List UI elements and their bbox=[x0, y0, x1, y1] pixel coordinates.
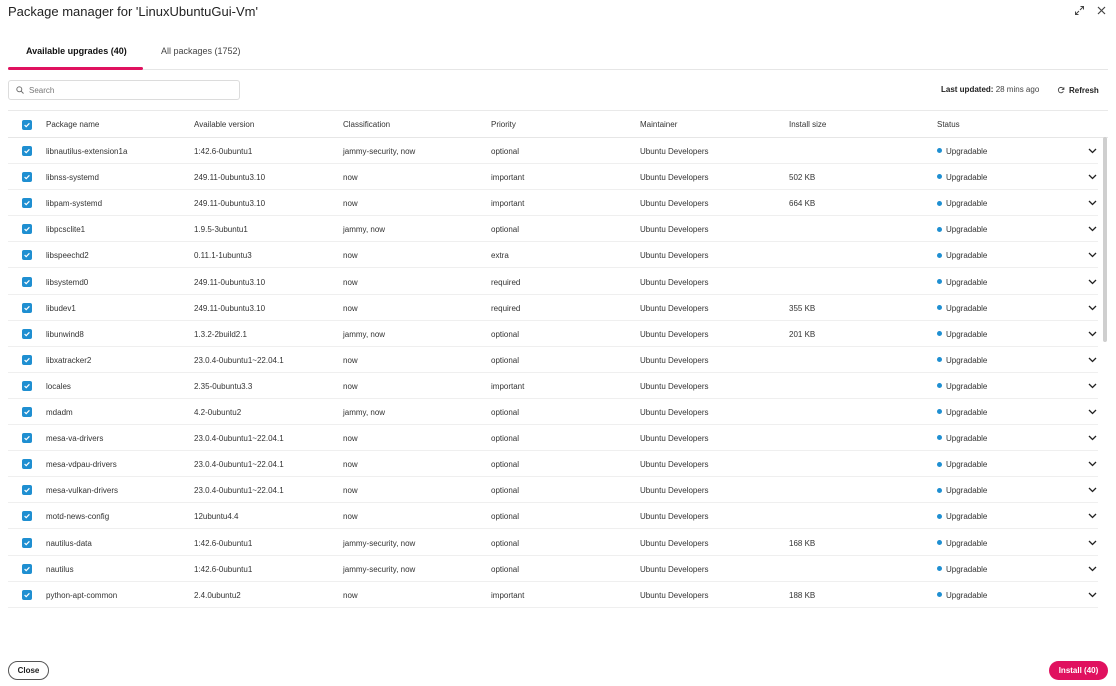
status-dot-icon bbox=[937, 253, 942, 258]
table-row[interactable] bbox=[8, 164, 1098, 190]
cell-package-name: libpcsclite1 bbox=[46, 225, 86, 235]
cell-status bbox=[937, 278, 987, 287]
cell-available-version: 2.35-0ubuntu3.3 bbox=[194, 381, 253, 391]
install-button[interactable]: Install (40) bbox=[1049, 661, 1108, 680]
row-checkbox[interactable] bbox=[22, 329, 32, 339]
cell-maintainer: Ubuntu Developers bbox=[640, 173, 709, 183]
table-row[interactable] bbox=[8, 321, 1098, 347]
status-dot-icon bbox=[937, 357, 942, 362]
last-updated-label: Last updated: bbox=[941, 85, 994, 94]
status-text: Upgradable bbox=[946, 564, 988, 574]
cell-maintainer: Ubuntu Developers bbox=[640, 251, 709, 261]
scrollbar-thumb[interactable] bbox=[1103, 137, 1107, 342]
cell-install-size: 188 KB bbox=[789, 590, 816, 600]
chevron-down-icon[interactable] bbox=[1086, 381, 1098, 391]
status-text: Upgradable bbox=[946, 199, 988, 209]
cell-status bbox=[937, 304, 987, 313]
cell-classification: now bbox=[343, 512, 358, 522]
cell-status bbox=[937, 512, 987, 521]
chevron-down-icon[interactable] bbox=[1086, 146, 1098, 156]
cell-maintainer: Ubuntu Developers bbox=[640, 408, 709, 417]
cell-classification: now bbox=[343, 251, 358, 261]
status-dot-icon bbox=[937, 540, 942, 545]
cell-priority: important bbox=[491, 590, 525, 600]
cell-classification: now bbox=[343, 460, 358, 470]
dialog-title: Package manager for 'LinuxUbuntuGui-Vm' bbox=[8, 4, 258, 19]
status-text: Upgradable bbox=[946, 590, 988, 600]
cell-install-size: 355 KB bbox=[789, 303, 816, 313]
status-dot-icon bbox=[937, 566, 942, 571]
cell-maintainer: Ubuntu Developers bbox=[640, 590, 709, 600]
cell-available-version: 249.11-0ubuntu3.10 bbox=[194, 199, 266, 209]
status-dot-icon bbox=[937, 201, 942, 206]
status-text: Upgradable bbox=[946, 381, 988, 391]
cell-classification: now bbox=[343, 590, 358, 600]
cell-classification: now bbox=[343, 173, 358, 183]
table-row[interactable] bbox=[8, 425, 1098, 451]
status-dot-icon bbox=[937, 514, 942, 519]
cell-priority: optional bbox=[491, 225, 520, 235]
cell-install-size: 168 KB bbox=[789, 538, 816, 548]
table-row[interactable] bbox=[8, 530, 1098, 556]
table-row[interactable] bbox=[8, 503, 1098, 529]
table-row[interactable] bbox=[8, 399, 1098, 425]
cell-available-version: 23.0.4-0ubuntu1~22.04.1 bbox=[194, 355, 284, 365]
chevron-down-icon[interactable] bbox=[1086, 433, 1098, 443]
cell-maintainer: Ubuntu Developers bbox=[640, 538, 709, 548]
table-row[interactable] bbox=[8, 242, 1098, 268]
status-text: Upgradable bbox=[946, 355, 988, 365]
last-updated bbox=[941, 85, 1039, 94]
cell-status bbox=[937, 460, 987, 469]
table-row[interactable] bbox=[8, 216, 1098, 242]
table-row[interactable] bbox=[8, 295, 1098, 321]
row-checkbox[interactable] bbox=[22, 355, 32, 365]
chevron-down-icon[interactable] bbox=[1086, 459, 1098, 469]
table-row[interactable] bbox=[8, 138, 1098, 164]
status-dot-icon bbox=[937, 462, 942, 467]
row-checkbox[interactable] bbox=[22, 146, 32, 156]
chevron-down-icon[interactable] bbox=[1086, 277, 1098, 287]
cell-classification: jammy-security, now bbox=[343, 564, 416, 574]
cell-available-version: 23.0.4-0ubuntu1~22.04.1 bbox=[194, 460, 284, 470]
cell-maintainer: Ubuntu Developers bbox=[640, 460, 709, 470]
cell-classification: jammy, now bbox=[343, 225, 386, 235]
cell-classification: jammy, now bbox=[343, 329, 386, 339]
chevron-down-icon[interactable] bbox=[1086, 511, 1098, 521]
column-header-priority[interactable]: Priority bbox=[491, 120, 516, 129]
cell-package-name: mesa-vulkan-drivers bbox=[46, 486, 119, 496]
status-text: Upgradable bbox=[946, 251, 988, 261]
cell-status bbox=[937, 330, 987, 339]
status-text: Upgradable bbox=[946, 329, 988, 339]
cell-package-name: libpam-systemd bbox=[46, 199, 103, 209]
refresh-icon bbox=[1057, 86, 1065, 94]
row-checkbox[interactable] bbox=[22, 538, 32, 548]
row-checkbox[interactable] bbox=[22, 198, 32, 208]
cell-status bbox=[937, 147, 987, 156]
cell-status bbox=[937, 356, 987, 365]
chevron-down-icon[interactable] bbox=[1086, 538, 1098, 548]
cell-priority: important bbox=[491, 381, 525, 391]
cell-package-name: libunwind8 bbox=[46, 329, 84, 339]
status-dot-icon bbox=[937, 592, 942, 597]
search-box[interactable] bbox=[8, 80, 240, 100]
refresh-button[interactable] bbox=[1057, 82, 1099, 98]
cell-status bbox=[937, 591, 987, 600]
cell-package-name: libspeechd2 bbox=[46, 251, 89, 261]
cell-package-name: libxatracker2 bbox=[46, 355, 92, 365]
table-row[interactable] bbox=[8, 477, 1098, 503]
cell-available-version: 249.11-0ubuntu3.10 bbox=[194, 303, 266, 313]
cell-maintainer: Ubuntu Developers bbox=[640, 277, 709, 287]
search-icon bbox=[16, 86, 24, 94]
status-text: Upgradable bbox=[946, 408, 988, 417]
cell-package-name: libsystemd0 bbox=[46, 277, 89, 287]
close-button[interactable]: Close bbox=[8, 661, 49, 680]
cell-maintainer: Ubuntu Developers bbox=[640, 225, 709, 235]
cell-status bbox=[937, 382, 987, 391]
cell-priority: optional bbox=[491, 486, 520, 496]
status-text: Upgradable bbox=[946, 147, 988, 156]
chevron-down-icon[interactable] bbox=[1086, 590, 1098, 600]
cell-available-version: 23.0.4-0ubuntu1~22.04.1 bbox=[194, 434, 284, 444]
cell-available-version: 4.2-0ubuntu2 bbox=[194, 408, 242, 417]
cell-status bbox=[937, 565, 987, 574]
chevron-down-icon[interactable] bbox=[1086, 198, 1098, 208]
cell-available-version: 1:42.6-0ubuntu1 bbox=[194, 538, 253, 548]
cell-available-version: 2.4.0ubuntu2 bbox=[194, 590, 241, 600]
cell-priority: optional bbox=[491, 408, 520, 417]
status-dot-icon bbox=[937, 435, 942, 440]
column-header-available-version[interactable]: Available version bbox=[194, 120, 255, 129]
cell-maintainer: Ubuntu Developers bbox=[640, 355, 709, 365]
expand-icon[interactable] bbox=[1071, 2, 1087, 18]
cell-install-size: 502 KB bbox=[789, 173, 816, 183]
status-text: Upgradable bbox=[946, 225, 988, 235]
status-dot-icon bbox=[937, 331, 942, 336]
row-checkbox[interactable] bbox=[22, 224, 32, 234]
cell-classification: jammy, now bbox=[343, 408, 386, 417]
cell-available-version: 249.11-0ubuntu3.10 bbox=[194, 173, 266, 183]
status-text: Upgradable bbox=[946, 303, 988, 313]
table-row[interactable] bbox=[8, 373, 1098, 399]
status-text: Upgradable bbox=[946, 277, 988, 287]
cell-package-name: nautilus bbox=[46, 564, 74, 574]
cell-priority: optional bbox=[491, 538, 520, 548]
cell-maintainer: Ubuntu Developers bbox=[640, 199, 709, 209]
cell-classification: now bbox=[343, 303, 358, 313]
status-text: Upgradable bbox=[946, 460, 988, 470]
refresh-label: Refresh bbox=[1069, 85, 1099, 95]
cell-install-size: 201 KB bbox=[789, 329, 816, 339]
cell-status bbox=[937, 199, 987, 208]
cell-status bbox=[937, 173, 987, 182]
close-icon[interactable] bbox=[1093, 2, 1109, 18]
row-checkbox[interactable] bbox=[22, 564, 32, 574]
cell-package-name: motd-news-config bbox=[46, 512, 110, 522]
cell-priority: optional bbox=[491, 355, 520, 365]
select-all-checkbox[interactable] bbox=[22, 120, 32, 130]
chevron-down-icon[interactable] bbox=[1086, 172, 1098, 182]
table-row[interactable] bbox=[8, 269, 1098, 295]
cell-priority: important bbox=[491, 199, 525, 209]
cell-priority: optional bbox=[491, 460, 520, 470]
status-dot-icon bbox=[937, 148, 942, 153]
chevron-down-icon[interactable] bbox=[1086, 485, 1098, 495]
cell-classification: now bbox=[343, 486, 358, 496]
cell-priority: required bbox=[491, 277, 521, 287]
column-header-maintainer[interactable]: Maintainer bbox=[640, 120, 678, 129]
row-checkbox[interactable] bbox=[22, 381, 32, 391]
chevron-down-icon[interactable] bbox=[1086, 564, 1098, 574]
cell-classification: now bbox=[343, 199, 358, 209]
status-dot-icon bbox=[937, 383, 942, 388]
tab-bar bbox=[8, 38, 1108, 70]
tab-available-upgrades[interactable]: Available upgrades (40) bbox=[26, 46, 127, 56]
cell-install-size: 664 KB bbox=[789, 199, 816, 209]
cell-package-name: mesa-va-drivers bbox=[46, 434, 104, 444]
status-dot-icon bbox=[937, 488, 942, 493]
cell-package-name: nautilus-data bbox=[46, 538, 92, 548]
cell-status bbox=[937, 539, 987, 548]
table-scrollbar[interactable] bbox=[1103, 137, 1107, 608]
status-dot-icon bbox=[937, 227, 942, 232]
column-header-install-size[interactable]: Install size bbox=[789, 120, 827, 129]
cell-priority: optional bbox=[491, 512, 520, 522]
cell-priority: optional bbox=[491, 329, 520, 339]
table-header bbox=[8, 111, 1108, 138]
table-row[interactable] bbox=[8, 582, 1098, 608]
cell-package-name: libnautilus-extension1a bbox=[46, 147, 128, 156]
cell-classification: jammy-security, now bbox=[343, 538, 416, 548]
chevron-down-icon[interactable] bbox=[1086, 329, 1098, 339]
cell-status bbox=[937, 225, 987, 234]
status-dot-icon bbox=[937, 305, 942, 310]
cell-classification: now bbox=[343, 434, 358, 444]
cell-available-version: 1:42.6-0ubuntu1 bbox=[194, 147, 253, 156]
status-dot-icon bbox=[937, 279, 942, 284]
cell-maintainer: Ubuntu Developers bbox=[640, 329, 709, 339]
chevron-down-icon[interactable] bbox=[1086, 355, 1098, 365]
column-header-status[interactable]: Status bbox=[937, 120, 960, 129]
cell-priority: optional bbox=[491, 564, 520, 574]
cell-maintainer: Ubuntu Developers bbox=[640, 512, 709, 522]
cell-maintainer: Ubuntu Developers bbox=[640, 147, 709, 156]
cell-package-name: mesa-vdpau-drivers bbox=[46, 460, 117, 470]
cell-package-name: locales bbox=[46, 381, 71, 391]
cell-package-name: libnss-systemd bbox=[46, 173, 99, 183]
status-text: Upgradable bbox=[946, 434, 988, 444]
cell-status bbox=[937, 251, 987, 260]
cell-status bbox=[937, 486, 987, 495]
cell-classification: now bbox=[343, 355, 358, 365]
tab-all-packages[interactable]: All packages (1752) bbox=[161, 46, 241, 56]
cell-package-name: python-apt-common bbox=[46, 590, 118, 600]
cell-priority: extra bbox=[491, 251, 509, 261]
status-dot-icon bbox=[937, 174, 942, 179]
cell-available-version: 1:42.6-0ubuntu1 bbox=[194, 564, 253, 574]
status-text: Upgradable bbox=[946, 538, 988, 548]
cell-available-version: 12ubuntu4.4 bbox=[194, 512, 239, 522]
cell-maintainer: Ubuntu Developers bbox=[640, 486, 709, 496]
packages-table bbox=[8, 110, 1108, 608]
cell-maintainer: Ubuntu Developers bbox=[640, 381, 709, 391]
cell-available-version: 23.0.4-0ubuntu1~22.04.1 bbox=[194, 486, 284, 496]
column-header-package-name[interactable]: Package name bbox=[46, 120, 100, 129]
cell-priority: optional bbox=[491, 434, 520, 444]
status-text: Upgradable bbox=[946, 173, 988, 183]
cell-classification: now bbox=[343, 277, 358, 287]
cell-maintainer: Ubuntu Developers bbox=[640, 434, 709, 444]
row-checkbox[interactable] bbox=[22, 459, 32, 469]
status-dot-icon bbox=[937, 409, 942, 414]
row-checkbox[interactable] bbox=[22, 590, 32, 600]
active-tab-indicator bbox=[8, 67, 143, 70]
cell-classification: now bbox=[343, 381, 358, 391]
table-row[interactable] bbox=[8, 451, 1098, 477]
chevron-down-icon[interactable] bbox=[1086, 303, 1098, 313]
cell-status bbox=[937, 434, 987, 443]
chevron-down-icon[interactable] bbox=[1086, 407, 1098, 417]
table-row[interactable] bbox=[8, 190, 1098, 216]
cell-maintainer: Ubuntu Developers bbox=[640, 564, 709, 574]
status-text: Upgradable bbox=[946, 486, 988, 496]
cell-priority: optional bbox=[491, 147, 520, 156]
column-header-classification[interactable]: Classification bbox=[343, 120, 391, 129]
cell-available-version: 0.11.1-1ubuntu3 bbox=[194, 251, 252, 261]
row-checkbox[interactable] bbox=[22, 511, 32, 521]
cell-package-name: mdadm bbox=[46, 408, 73, 417]
status-text: Upgradable bbox=[946, 512, 988, 522]
table-row[interactable] bbox=[8, 556, 1098, 582]
chevron-down-icon[interactable] bbox=[1086, 224, 1098, 234]
row-checkbox[interactable] bbox=[22, 250, 32, 260]
cell-classification: jammy-security, now bbox=[343, 147, 416, 156]
row-checkbox[interactable] bbox=[22, 433, 32, 443]
row-checkbox[interactable] bbox=[22, 303, 32, 313]
row-checkbox[interactable] bbox=[22, 277, 32, 287]
row-checkbox[interactable] bbox=[22, 485, 32, 495]
chevron-down-icon[interactable] bbox=[1086, 250, 1098, 260]
row-checkbox[interactable] bbox=[22, 407, 32, 417]
cell-priority: important bbox=[491, 173, 525, 183]
cell-package-name: libudev1 bbox=[46, 303, 76, 313]
row-checkbox[interactable] bbox=[22, 172, 32, 182]
last-updated-value: 28 mins ago bbox=[995, 85, 1040, 94]
cell-available-version: 1.9.5-3ubuntu1 bbox=[194, 225, 248, 235]
cell-maintainer: Ubuntu Developers bbox=[640, 303, 709, 313]
search-input[interactable] bbox=[29, 86, 229, 95]
table-row[interactable] bbox=[8, 347, 1098, 373]
cell-priority: required bbox=[491, 303, 521, 313]
cell-available-version: 1.3.2-2build2.1 bbox=[194, 329, 247, 339]
cell-status bbox=[937, 408, 987, 417]
cell-available-version: 249.11-0ubuntu3.10 bbox=[194, 277, 266, 287]
